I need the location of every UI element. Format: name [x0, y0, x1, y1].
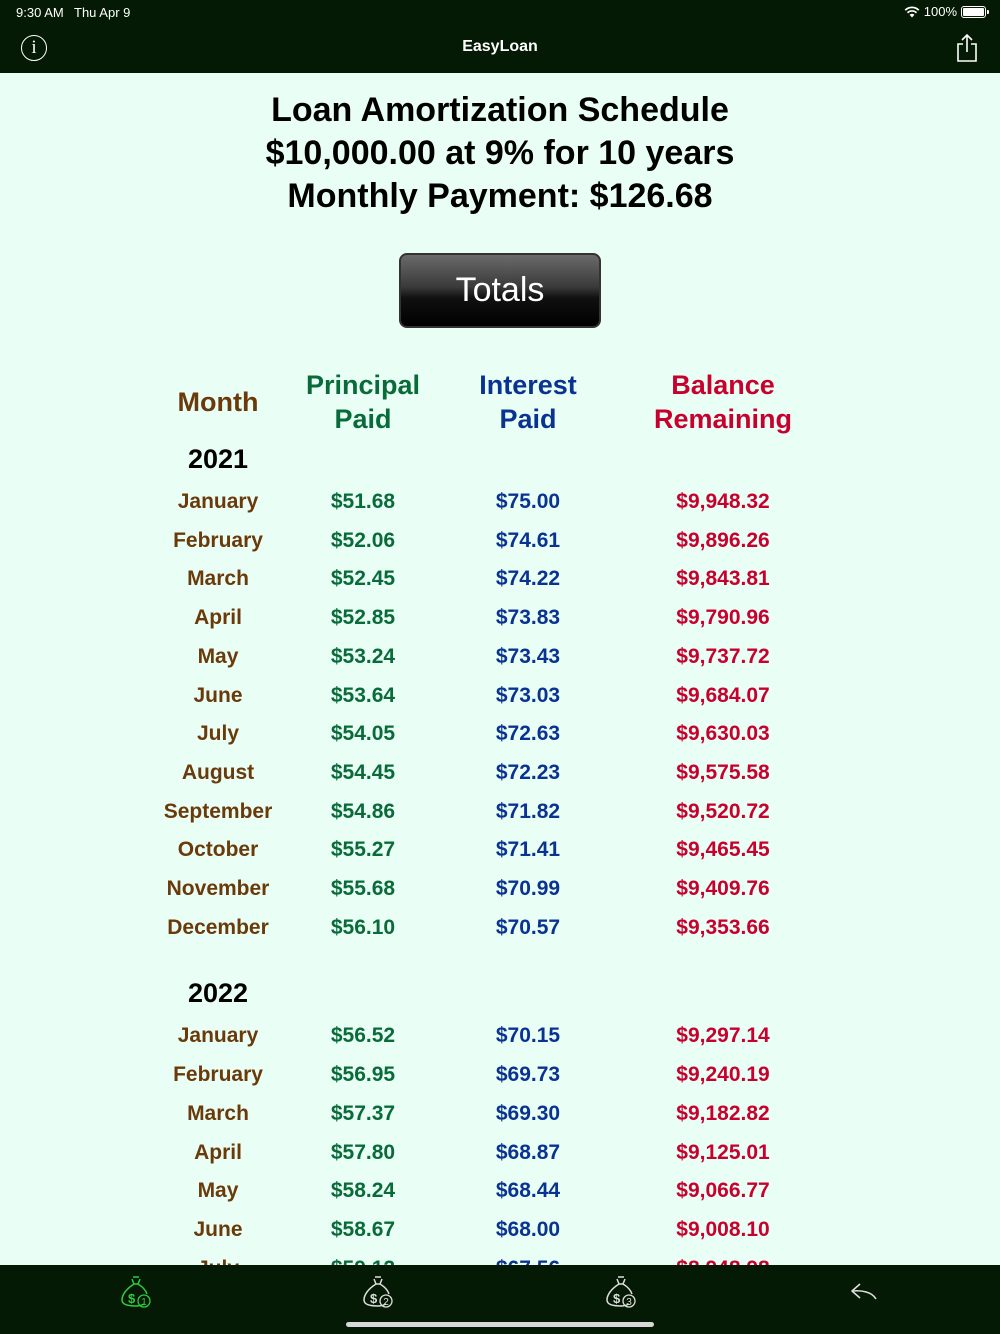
cell-principal: $55.27: [330, 838, 396, 862]
home-indicator[interactable]: [346, 1322, 654, 1327]
column-header-balance-line2: Remaining: [653, 404, 793, 434]
column-header-month: [140, 385, 296, 419]
cell-interest: $71.41: [495, 838, 561, 862]
table-row: [0, 1024, 1000, 1054]
table-row: [0, 722, 1000, 752]
cell-month: February: [173, 528, 263, 552]
table-row: [0, 606, 1000, 636]
cell-interest: $73.43: [495, 644, 561, 668]
cell-month: March: [187, 567, 249, 591]
column-header-principal: [280, 368, 446, 436]
column-header-month-label: Month: [177, 387, 259, 417]
loan-summary: $10,000.00 at 9% for 10 years: [265, 134, 735, 172]
cell-interest: $72.23: [495, 760, 561, 784]
cell-balance: $9,896.26: [676, 528, 770, 552]
cell-interest: $70.99: [495, 877, 561, 900]
cell-interest: $74.61: [495, 528, 561, 552]
tab-2-label: 2: [383, 1297, 389, 1308]
cell-principal: $53.24: [330, 644, 396, 668]
year-heading: 2021: [187, 444, 249, 474]
money-bag-3-icon[interactable]: [599, 1273, 643, 1313]
cell-month: September: [163, 799, 273, 823]
cell-interest: $73.03: [495, 683, 561, 707]
table-row: [0, 1141, 1000, 1171]
cell-month: May: [197, 644, 239, 668]
info-icon[interactable]: i: [21, 35, 47, 61]
cell-balance: $9,008.10: [676, 1217, 770, 1241]
status-time: 9:30 AM: [16, 5, 64, 20]
cell-interest: $71.82: [495, 799, 561, 823]
cell-month: June: [193, 1217, 243, 1241]
cell-month: January: [177, 490, 259, 513]
cell-principal: $56.95: [330, 1063, 396, 1087]
cell-balance: $9,353.66: [676, 915, 770, 939]
table-row: [0, 761, 1000, 791]
cell-balance: $9,240.19: [676, 1063, 770, 1087]
table-row: [0, 1218, 1000, 1248]
cell-principal: $58.24: [330, 1179, 396, 1203]
cell-principal: $54.45: [330, 760, 396, 784]
totals-button[interactable]: Totals: [399, 253, 601, 328]
table-row: [0, 645, 1000, 675]
schedule-title: Loan Amortization Schedule: [271, 91, 729, 129]
battery-percent: 100%: [923, 4, 957, 19]
cell-balance: $9,948.32: [676, 490, 770, 513]
app-title: EasyLoan: [462, 38, 538, 55]
column-header-interest: [445, 368, 611, 436]
cell-principal: $58.67: [330, 1217, 396, 1241]
cell-balance: $9,465.45: [676, 838, 770, 862]
cell-interest: $75.00: [495, 490, 561, 513]
table-row: [0, 567, 1000, 597]
cell-principal: $52.45: [330, 567, 396, 591]
cell-balance: $9,737.72: [676, 644, 770, 668]
cell-month: December: [167, 915, 269, 939]
table-row: [0, 1063, 1000, 1093]
status-date: Thu Apr 9: [74, 5, 131, 20]
cell-balance: $9,066.77: [676, 1179, 770, 1203]
cell-principal: $54.86: [330, 799, 396, 823]
cell-balance: $9,843.81: [676, 567, 770, 591]
cell-balance: $9,790.96: [676, 606, 770, 630]
top-bar: [0, 0, 1000, 73]
cell-interest: $70.57: [495, 915, 561, 939]
cell-balance: $9,575.58: [676, 760, 770, 784]
cell-balance: $9,520.72: [676, 799, 770, 823]
cell-principal: $53.64: [330, 683, 396, 707]
cell-month: March: [187, 1101, 249, 1125]
cell-month: August: [181, 760, 255, 784]
column-header-balance: [620, 368, 826, 436]
share-icon[interactable]: [956, 33, 978, 63]
svg-text:$: $: [370, 1291, 378, 1306]
column-header-balance-line1: Balance: [671, 370, 775, 400]
cell-interest: $74.22: [495, 567, 561, 591]
cell-principal: $52.85: [330, 606, 396, 630]
cell-principal: $57.80: [330, 1140, 396, 1164]
cell-interest: $72.63: [495, 722, 561, 746]
cell-month: May: [197, 1179, 239, 1203]
cell-principal: $55.68: [330, 877, 396, 900]
cell-month: June: [193, 683, 243, 707]
cell-interest: $69.30: [495, 1101, 561, 1125]
cell-principal: $52.06: [330, 528, 396, 552]
table-row: [0, 800, 1000, 830]
table-row: [0, 490, 1000, 520]
svg-text:$: $: [128, 1291, 136, 1306]
cell-month: October: [177, 838, 259, 862]
svg-text:$: $: [613, 1291, 621, 1306]
column-header-principal-line2: Paid: [334, 404, 392, 434]
cell-interest: $68.87: [495, 1140, 561, 1164]
cell-interest: $73.83: [495, 606, 561, 630]
column-header-principal-line1: Principal: [305, 370, 421, 400]
table-row: [0, 1179, 1000, 1209]
cell-month: April: [194, 1140, 242, 1164]
cell-principal: $54.05: [330, 722, 396, 746]
cell-interest: $69.73: [495, 1063, 561, 1087]
table-row: [0, 529, 1000, 559]
back-arrow-icon[interactable]: [842, 1273, 886, 1313]
cell-principal: $56.10: [330, 915, 396, 939]
cell-month: February: [173, 1063, 263, 1087]
table-row: [0, 916, 1000, 946]
cell-balance: $9,297.14: [676, 1024, 770, 1048]
cell-interest: $68.00: [495, 1217, 561, 1241]
column-header-interest-line2: Paid: [499, 404, 557, 434]
cell-month: July: [196, 722, 240, 746]
cell-month: November: [166, 877, 270, 900]
tab-1-label: 1: [141, 1297, 147, 1308]
cell-balance: $9,684.07: [676, 683, 770, 707]
wifi-icon: [904, 6, 920, 18]
table-row: [0, 838, 1000, 868]
table-row: [0, 1102, 1000, 1132]
year-heading: 2022: [187, 978, 249, 1009]
battery-icon: [961, 6, 986, 18]
monthly-payment: Monthly Payment: $126.68: [287, 177, 713, 215]
cell-balance: $9,182.82: [676, 1101, 770, 1125]
cell-principal: $51.68: [330, 490, 396, 513]
cell-principal: $56.52: [330, 1024, 396, 1048]
cell-interest: $70.15: [495, 1024, 561, 1048]
cell-balance: $9,125.01: [676, 1140, 770, 1164]
table-row: [0, 877, 1000, 907]
cell-month: April: [194, 606, 242, 630]
money-bag-1-icon[interactable]: [114, 1273, 158, 1313]
tab-3-label: 3: [626, 1297, 632, 1308]
cell-balance: $9,409.76: [676, 877, 770, 900]
cell-balance: $9,630.03: [676, 722, 770, 746]
cell-interest: $68.44: [495, 1179, 561, 1203]
column-header-interest-line1: Interest: [479, 370, 577, 400]
table-row: [0, 684, 1000, 714]
cell-principal: $57.37: [330, 1101, 396, 1125]
cell-month: January: [177, 1024, 259, 1048]
money-bag-2-icon[interactable]: [356, 1273, 400, 1313]
status-right: [904, 4, 986, 19]
